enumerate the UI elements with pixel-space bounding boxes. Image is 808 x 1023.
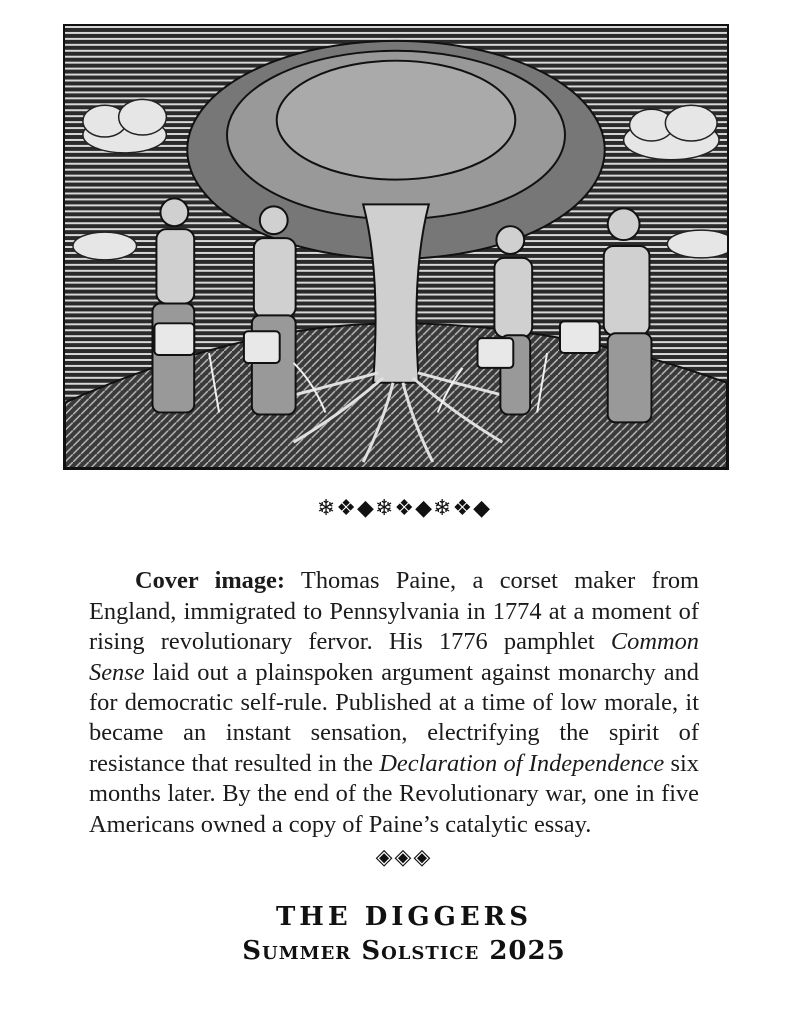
caption-text: laid out a plainspoken argument against monarchy and for democratic self-rule. Published at a time of low morale, it became an instant sensation, electrifying the spirit of resistance that resulted in the xyxy=(89,658,699,777)
caption-title-declaration: Declaration of Independence xyxy=(379,749,665,777)
woodcut-tree-image xyxy=(65,26,727,468)
caption-title-common-sense: Common Sense xyxy=(89,628,699,686)
caption-text: Thomas Paine, a corset maker from England, immigrated to Pennsylvania in 1774 at a moment of rising revolutionary fervor. His 1776 pamphlet xyxy=(89,567,699,656)
caption-text: six months later. By the end of the Revolutionary war, one in five Americans owned a copy of Paine’s catalytic essay. xyxy=(89,749,700,838)
cover-illustration xyxy=(63,24,729,470)
publication-title: THE DIGGERS xyxy=(275,902,533,932)
cover-image-caption xyxy=(89,566,699,840)
decorative-ornament-row: ❄❖◆❄❖◆❄❖◆ xyxy=(316,496,492,521)
caption-lead: Cover image: xyxy=(135,567,286,595)
decorative-ornament-divider: ◈◈◈ xyxy=(375,845,433,870)
publication-edition: Summer Solstice 2025 xyxy=(242,936,566,966)
